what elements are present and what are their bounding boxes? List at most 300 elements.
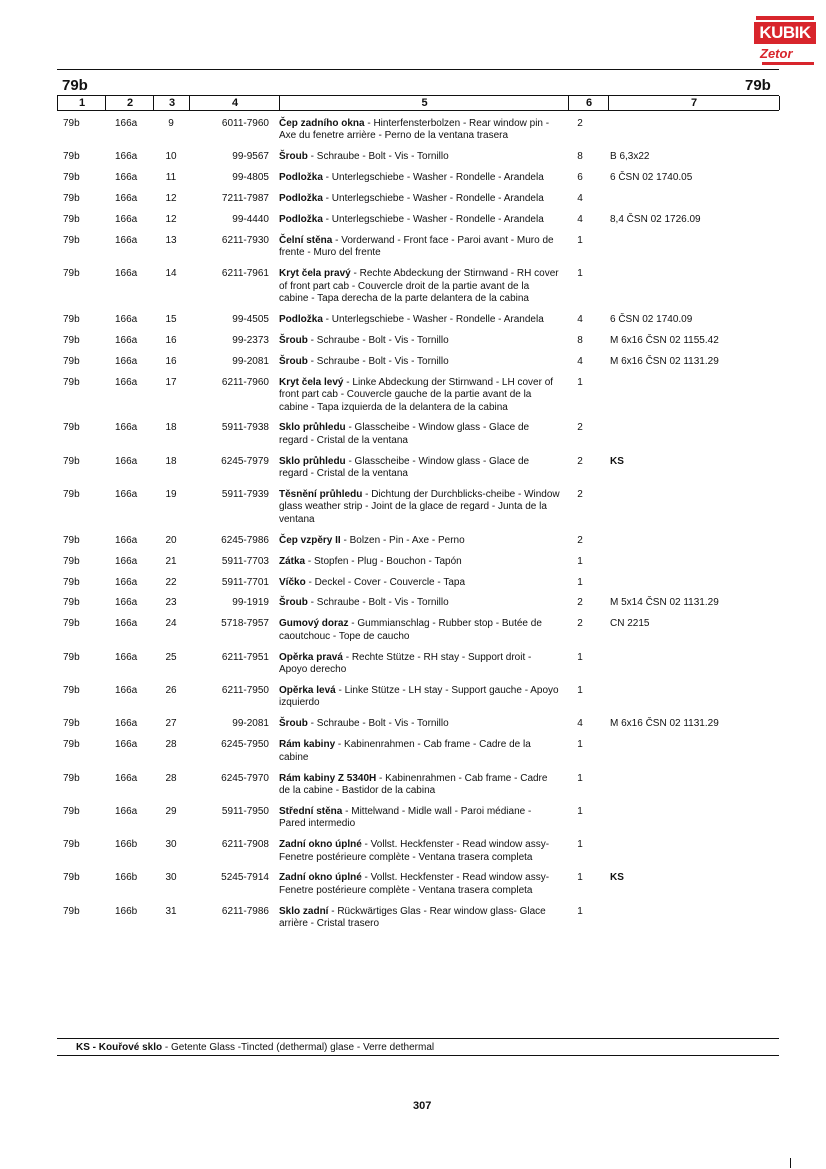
col-part-number: 6211-7930 [221,234,269,246]
col-description [273,314,560,326]
table-row [57,806,779,831]
col-description [273,214,560,226]
col-note [600,268,760,305]
col-quantity: 8 [577,334,583,346]
part-translations: - Schraube - Bolt - Vis - Tornillo [307,355,449,367]
col-section: 79b [63,805,80,817]
col-position: 11 [165,172,177,184]
col-position: 12 [165,193,177,205]
col-figure: 166a [115,268,138,280]
col-section: 79b [63,334,80,346]
col-section: 79b [63,839,80,851]
col-part-number: 5911-7938 [221,422,269,434]
part-name: Sklo průhledu [279,422,346,434]
table-row [57,577,779,589]
table-row [57,597,779,609]
table-row [57,618,779,643]
col-section: 79b [63,193,80,205]
col-description [273,577,560,589]
col-note [600,235,760,260]
col-description [273,422,560,447]
table-row [57,422,779,447]
col-section: 79b [63,555,80,567]
col-part-number: 5911-7939 [221,489,269,501]
col-section: 79b [63,597,80,609]
col-figure: 166a [115,489,138,501]
part-name: Šroub [279,151,308,163]
logo-stripe-bottom [762,62,814,65]
col-figure: 166b [115,905,138,917]
part-name: Šroub [279,718,308,730]
col-position: 23 [165,597,177,609]
col-quantity: 2 [577,618,583,630]
col-figure: 166a [115,534,138,546]
col-position: 25 [165,651,177,663]
col-position: 31 [165,905,177,917]
col-figure: 166a [115,234,138,246]
part-name: Podložka [279,214,323,226]
col-position: 22 [165,576,177,588]
table-row [57,214,779,226]
col-description [273,839,560,864]
col-note [600,535,760,547]
col-part-number: 5245-7914 [221,872,269,884]
col-section: 79b [63,772,80,784]
col-figure: 166a [115,455,138,467]
col-note [600,652,760,677]
part-translations: - Kabinenrahmen - Cab frame - Cadre de la cabine [279,739,531,763]
table-row [57,489,779,526]
col-part-number: 6211-7986 [221,905,269,917]
col-part-number: 5911-7701 [221,576,269,588]
col-figure: 166a [115,118,138,129]
col-description [273,718,560,730]
part-translations: - Hinterfensterbolzen - Rear window pin - Axe du fenetre arrière - Perno de la ventana trasera [279,118,550,142]
col-part-number: 5718-7957 [221,618,269,630]
part-name: Sklo průhledu [279,455,346,467]
part-translations: - Unterlegschiebe - Washer - Rondelle - Arandela [322,313,544,325]
col-description [273,356,560,368]
table-row [57,839,779,864]
col-note [600,577,760,589]
table-row [57,118,779,143]
part-translations: - Unterlegschiebe - Washer - Rondelle - Arandela [322,214,544,226]
col-description [273,739,560,764]
col-figure: 166a [115,618,138,630]
col-figure: 166a [115,193,138,205]
col-position: 14 [165,268,177,280]
col-figure: 166a [115,805,138,817]
col-description [273,377,560,414]
col-section: 79b [63,268,80,280]
kubik-zetor-logo [754,14,816,70]
part-name: Čep vzpěry II [279,534,341,546]
col-description [273,652,560,677]
col-quantity: 6 [577,172,583,184]
col-figure: 166a [115,685,138,696]
col-quantity: 1 [577,685,583,696]
part-translations: - Vollst. Heckfenster - Read window assy- Fenetre postérieure complète - Ventana trasera completa [279,872,550,896]
table-row [57,151,779,163]
col-position: 12 [165,214,177,226]
col-position: 9 [168,118,174,129]
col-figure: 166a [115,772,138,784]
table-row [57,456,779,481]
col-section: 79b [63,455,80,467]
part-name: Těsnění průhledu [279,489,363,501]
col-figure: 166a [115,651,138,663]
col-part-number: 99-2081 [232,355,269,367]
col-note: 6 ČSN 02 1740.09 [610,313,693,325]
col-section: 79b [63,651,80,663]
column-header-row [57,95,779,111]
part-name: Šroub [279,334,308,346]
part-name: Kryt čela pravý [279,268,351,280]
col-quantity: 2 [577,118,583,129]
col-quantity: 1 [577,268,583,280]
col-quantity: 1 [577,576,583,588]
col-position: 15 [165,313,177,325]
part-name: Zadní okno úplné [279,872,362,884]
table-row [57,556,779,568]
parts-table [57,118,779,931]
col-section: 79b [63,718,80,730]
col-part-number: 5911-7950 [221,805,269,817]
col-description [273,172,560,184]
part-name: Zadní okno úplné [279,839,362,851]
table-row [57,718,779,730]
col-figure: 166a [115,151,138,163]
column-header-1: 1 [57,96,106,110]
table-row [57,314,779,326]
part-translations: - Rechte Abdeckung der Stirnwand - RH cover of front part cab - Couvercle droit de la partie avant de la cabine - Tapa derecha de la parte delantera de la cabina [279,268,559,305]
col-figure: 166b [115,839,138,851]
col-section: 79b [63,685,80,696]
col-quantity: 1 [577,872,583,884]
col-note [600,556,760,568]
col-part-number: 7211-7987 [221,193,269,205]
col-quantity: 4 [577,193,583,205]
part-translations: - Glasscheibe - Window glass - Glace de regard - Cristal de la ventana [279,455,530,480]
col-description [273,597,560,609]
col-description [273,685,560,710]
part-translations: - Bolzen - Pin - Axe - Perno [340,534,465,546]
col-description [273,193,560,205]
col-note: KS [610,872,624,884]
col-position: 24 [165,618,177,630]
table-row [57,652,779,677]
col-part-number: 6211-7961 [221,268,269,280]
col-position: 20 [165,534,177,546]
part-translations: - Stopfen - Plug - Bouchon - Tapón [305,555,462,567]
col-note: 6 ČSN 02 1740.05 [610,172,693,184]
col-note [600,377,760,414]
col-part-number: 99-2373 [232,334,269,346]
col-note [600,806,760,831]
col-description [273,872,560,897]
col-quantity: 1 [577,839,583,851]
col-part-number: 99-4505 [232,313,269,325]
col-note [600,422,760,447]
table-row [57,335,779,347]
col-description [273,118,560,143]
part-name: Rám kabiny [279,739,336,751]
col-position: 16 [165,355,177,367]
part-name: Opěrka pravá [279,651,343,663]
col-position: 30 [165,872,177,884]
table-row [57,377,779,414]
part-translations: - Vorderwand - Front face - Paroi avant - Muro de frente - Muro del frente [279,234,554,259]
column-header-3: 3 [153,96,190,110]
part-name: Gumový doraz [279,618,349,630]
col-position: 28 [165,772,177,784]
col-description [273,489,560,526]
part-translations: - Mittelwand - Midle wall - Paroi médiane - Pared intermedio [279,805,532,830]
col-part-number: 99-2081 [232,718,269,730]
part-translations: - Schraube - Bolt - Vis - Tornillo [307,597,449,609]
part-name: Šroub [279,597,308,609]
col-note: B 6,3x22 [610,151,650,163]
table-row [57,268,779,305]
col-quantity: 1 [577,651,583,663]
logo-brand: KUBIK [754,22,816,44]
col-position: 26 [165,685,177,696]
col-part-number: 6211-7950 [221,685,269,696]
part-name: Rám kabiny Z 5340H [279,772,377,784]
column-header-4: 4 [189,96,280,110]
col-section: 79b [63,489,80,501]
col-description [273,335,560,347]
col-section: 79b [63,576,80,588]
col-quantity: 2 [577,597,583,609]
col-note: M 5x14 ČSN 02 1131.29 [610,597,719,609]
section-label-right: 79b [745,77,771,94]
col-description [273,618,560,643]
part-name: Podložka [279,193,323,205]
col-description [273,906,560,931]
col-figure: 166a [115,739,138,751]
col-position: 28 [165,739,177,751]
table-row [57,906,779,931]
col-section: 79b [63,151,80,163]
col-part-number: 6211-7951 [221,651,269,663]
part-name: Opěrka levá [279,685,336,696]
col-section: 79b [63,313,80,325]
col-part-number: 6245-7986 [221,534,269,546]
col-part-number: 6245-7970 [221,772,269,784]
col-position: 13 [165,234,177,246]
col-note: M 6x16 ČSN 02 1131.29 [610,355,719,367]
col-figure: 166a [115,355,138,367]
part-translations: - Rechte Stütze - RH stay - Support droit - Apoyo derecho [279,651,532,676]
table-row [57,235,779,260]
logo-stripe [756,16,814,20]
footnote-rule [57,1055,779,1056]
part-translations: - Gummianschlag - Rubber stop - Butée de caoutchouc - Tope de caucho [279,618,542,642]
part-name: Kryt čela levý [279,376,344,388]
col-figure: 166a [115,214,138,226]
col-quantity: 1 [577,555,583,567]
col-note [600,739,760,764]
footnote-term: KS - Kouřové sklo [76,1042,163,1053]
col-part-number: 6245-7950 [221,739,269,751]
col-position: 19 [165,489,177,501]
col-part-number: 99-4440 [232,214,269,226]
col-note [600,193,760,205]
col-figure: 166b [115,872,138,884]
col-note [600,839,760,864]
part-name: Šroub [279,355,308,367]
col-section: 79b [63,214,80,226]
col-section: 79b [63,739,80,751]
col-description [273,268,560,305]
col-quantity: 1 [577,905,583,917]
column-header-5: 5 [279,96,569,110]
col-figure: 166a [115,576,138,588]
col-quantity: 2 [577,422,583,434]
col-section: 79b [63,618,80,630]
col-description [273,806,560,831]
col-position: 18 [165,422,177,434]
col-section: 79b [63,534,80,546]
col-position: 17 [165,376,177,388]
col-section: 79b [63,872,80,884]
col-figure: 166a [115,334,138,346]
part-translations: - Schraube - Bolt - Vis - Tornillo [307,334,449,346]
col-position: 30 [165,839,177,851]
part-name: Zátka [279,555,306,567]
col-note: KS [610,455,624,467]
col-note: M 6x16 ČSN 02 1131.29 [610,718,719,730]
col-figure: 166a [115,313,138,325]
col-part-number: 6245-7979 [221,455,269,467]
part-translations: - Unterlegschiebe - Washer - Rondelle - Arandela [322,172,544,184]
col-position: 29 [165,805,177,817]
table-row [57,739,779,764]
col-position: 18 [165,455,177,467]
col-quantity: 2 [577,489,583,501]
col-quantity: 8 [577,151,583,163]
col-figure: 166a [115,597,138,609]
col-note [600,685,760,710]
col-figure: 166a [115,718,138,730]
part-translations: - Vollst. Heckfenster - Read window assy- Fenetre postérieure complète - Ventana trasera completa [279,839,550,863]
col-description [273,773,560,798]
table-row [57,172,779,184]
col-note [600,906,760,931]
col-quantity: 1 [577,739,583,751]
part-translations: - Linke Stütze - LH stay - Support gauche - Apoyo izquierdo [279,685,559,709]
col-quantity: 4 [577,355,583,367]
part-translations: - Schraube - Bolt - Vis - Tornillo [307,151,449,163]
col-quantity: 4 [577,313,583,325]
part-name: Čelní stěna [279,234,333,246]
part-translations: - Glasscheibe - Window glass - Glace de regard - Cristal de la ventana [279,422,530,446]
part-translations: - Dichtung der Durchblicks-cheibe - Window glass weather strip - Joint de la glace de regard - Junta de la ventana [279,489,560,525]
col-part-number: 5911-7703 [221,555,269,567]
col-quantity: 1 [577,376,583,388]
part-name: Podložka [279,172,323,184]
part-translations: - Linke Abdeckung der Stirnwand - LH cover of front part cab - Couvercle gauche de la partie avant de la cabine - Tapa izquierda de la delantera de la cabina [279,376,554,413]
col-note: CN 2215 [610,618,650,630]
footnote [76,1042,434,1053]
col-quantity: 1 [577,772,583,784]
col-part-number: 6211-7960 [221,376,269,388]
table-row [57,193,779,205]
part-translations: - Deckel - Cover - Couvercle - Tapa [305,576,465,588]
col-section: 79b [63,376,80,388]
col-figure: 166a [115,376,138,388]
col-note [600,489,760,526]
crop-mark [790,1158,791,1168]
table-row [57,773,779,798]
col-quantity: 1 [577,234,583,246]
col-note: 8,4 ČSN 02 1726.09 [610,214,701,226]
col-quantity: 1 [577,805,583,817]
col-position: 27 [165,718,177,730]
col-description [273,556,560,568]
column-header-7: 7 [608,96,780,110]
col-description [273,235,560,260]
col-position: 16 [165,334,177,346]
page-number: 307 [413,1100,432,1112]
col-part-number: 99-4805 [232,172,269,184]
part-translations: - Kabinenrahmen - Cab frame - Cadre de la cabine - Bastidor de la cabina [279,772,548,796]
table-row [57,535,779,547]
col-section: 79b [63,422,80,434]
footnote-desc: - Getente Glass -Tincted (dethermal) glase - Verre dethermal [162,1042,435,1053]
col-section: 79b [63,234,80,246]
col-figure: 166a [115,172,138,184]
table-row [57,872,779,897]
col-part-number: 99-1919 [232,597,269,609]
part-translations: - Rückwärtiges Glas - Rear window glass- Glace arrière - Cristal trasero [279,905,546,930]
part-translations: - Unterlegschiebe - Washer - Rondelle - Arandela [322,193,544,205]
col-section: 79b [63,118,80,129]
column-header-6: 6 [568,96,609,110]
column-header-2: 2 [105,96,154,110]
part-name: Střední stěna [279,805,343,817]
col-section: 79b [63,355,80,367]
col-part-number: 99-9567 [232,151,269,163]
col-section: 79b [63,905,80,917]
part-translations: - Schraube - Bolt - Vis - Tornillo [307,718,449,730]
col-figure: 166a [115,555,138,567]
col-position: 21 [165,555,177,567]
col-quantity: 4 [577,718,583,730]
part-name: Podložka [279,313,323,325]
logo-sub: Zetor [760,46,793,61]
col-position: 10 [165,151,177,163]
col-figure: 166a [115,422,138,434]
col-description [273,456,560,481]
col-quantity: 4 [577,214,583,226]
col-part-number: 6211-7908 [221,839,269,851]
table-bottom-rule [57,1038,779,1039]
col-description [273,535,560,547]
table-row [57,685,779,710]
section-label-left: 79b [62,77,88,94]
col-part-number: 6011-7960 [221,118,269,129]
top-rule [57,69,779,70]
part-name: Víčko [279,576,306,588]
col-note [600,773,760,798]
col-description [273,151,560,163]
col-quantity: 2 [577,455,583,467]
part-name: Čep zadního okna [279,118,365,129]
table-row [57,356,779,368]
col-quantity: 2 [577,534,583,546]
